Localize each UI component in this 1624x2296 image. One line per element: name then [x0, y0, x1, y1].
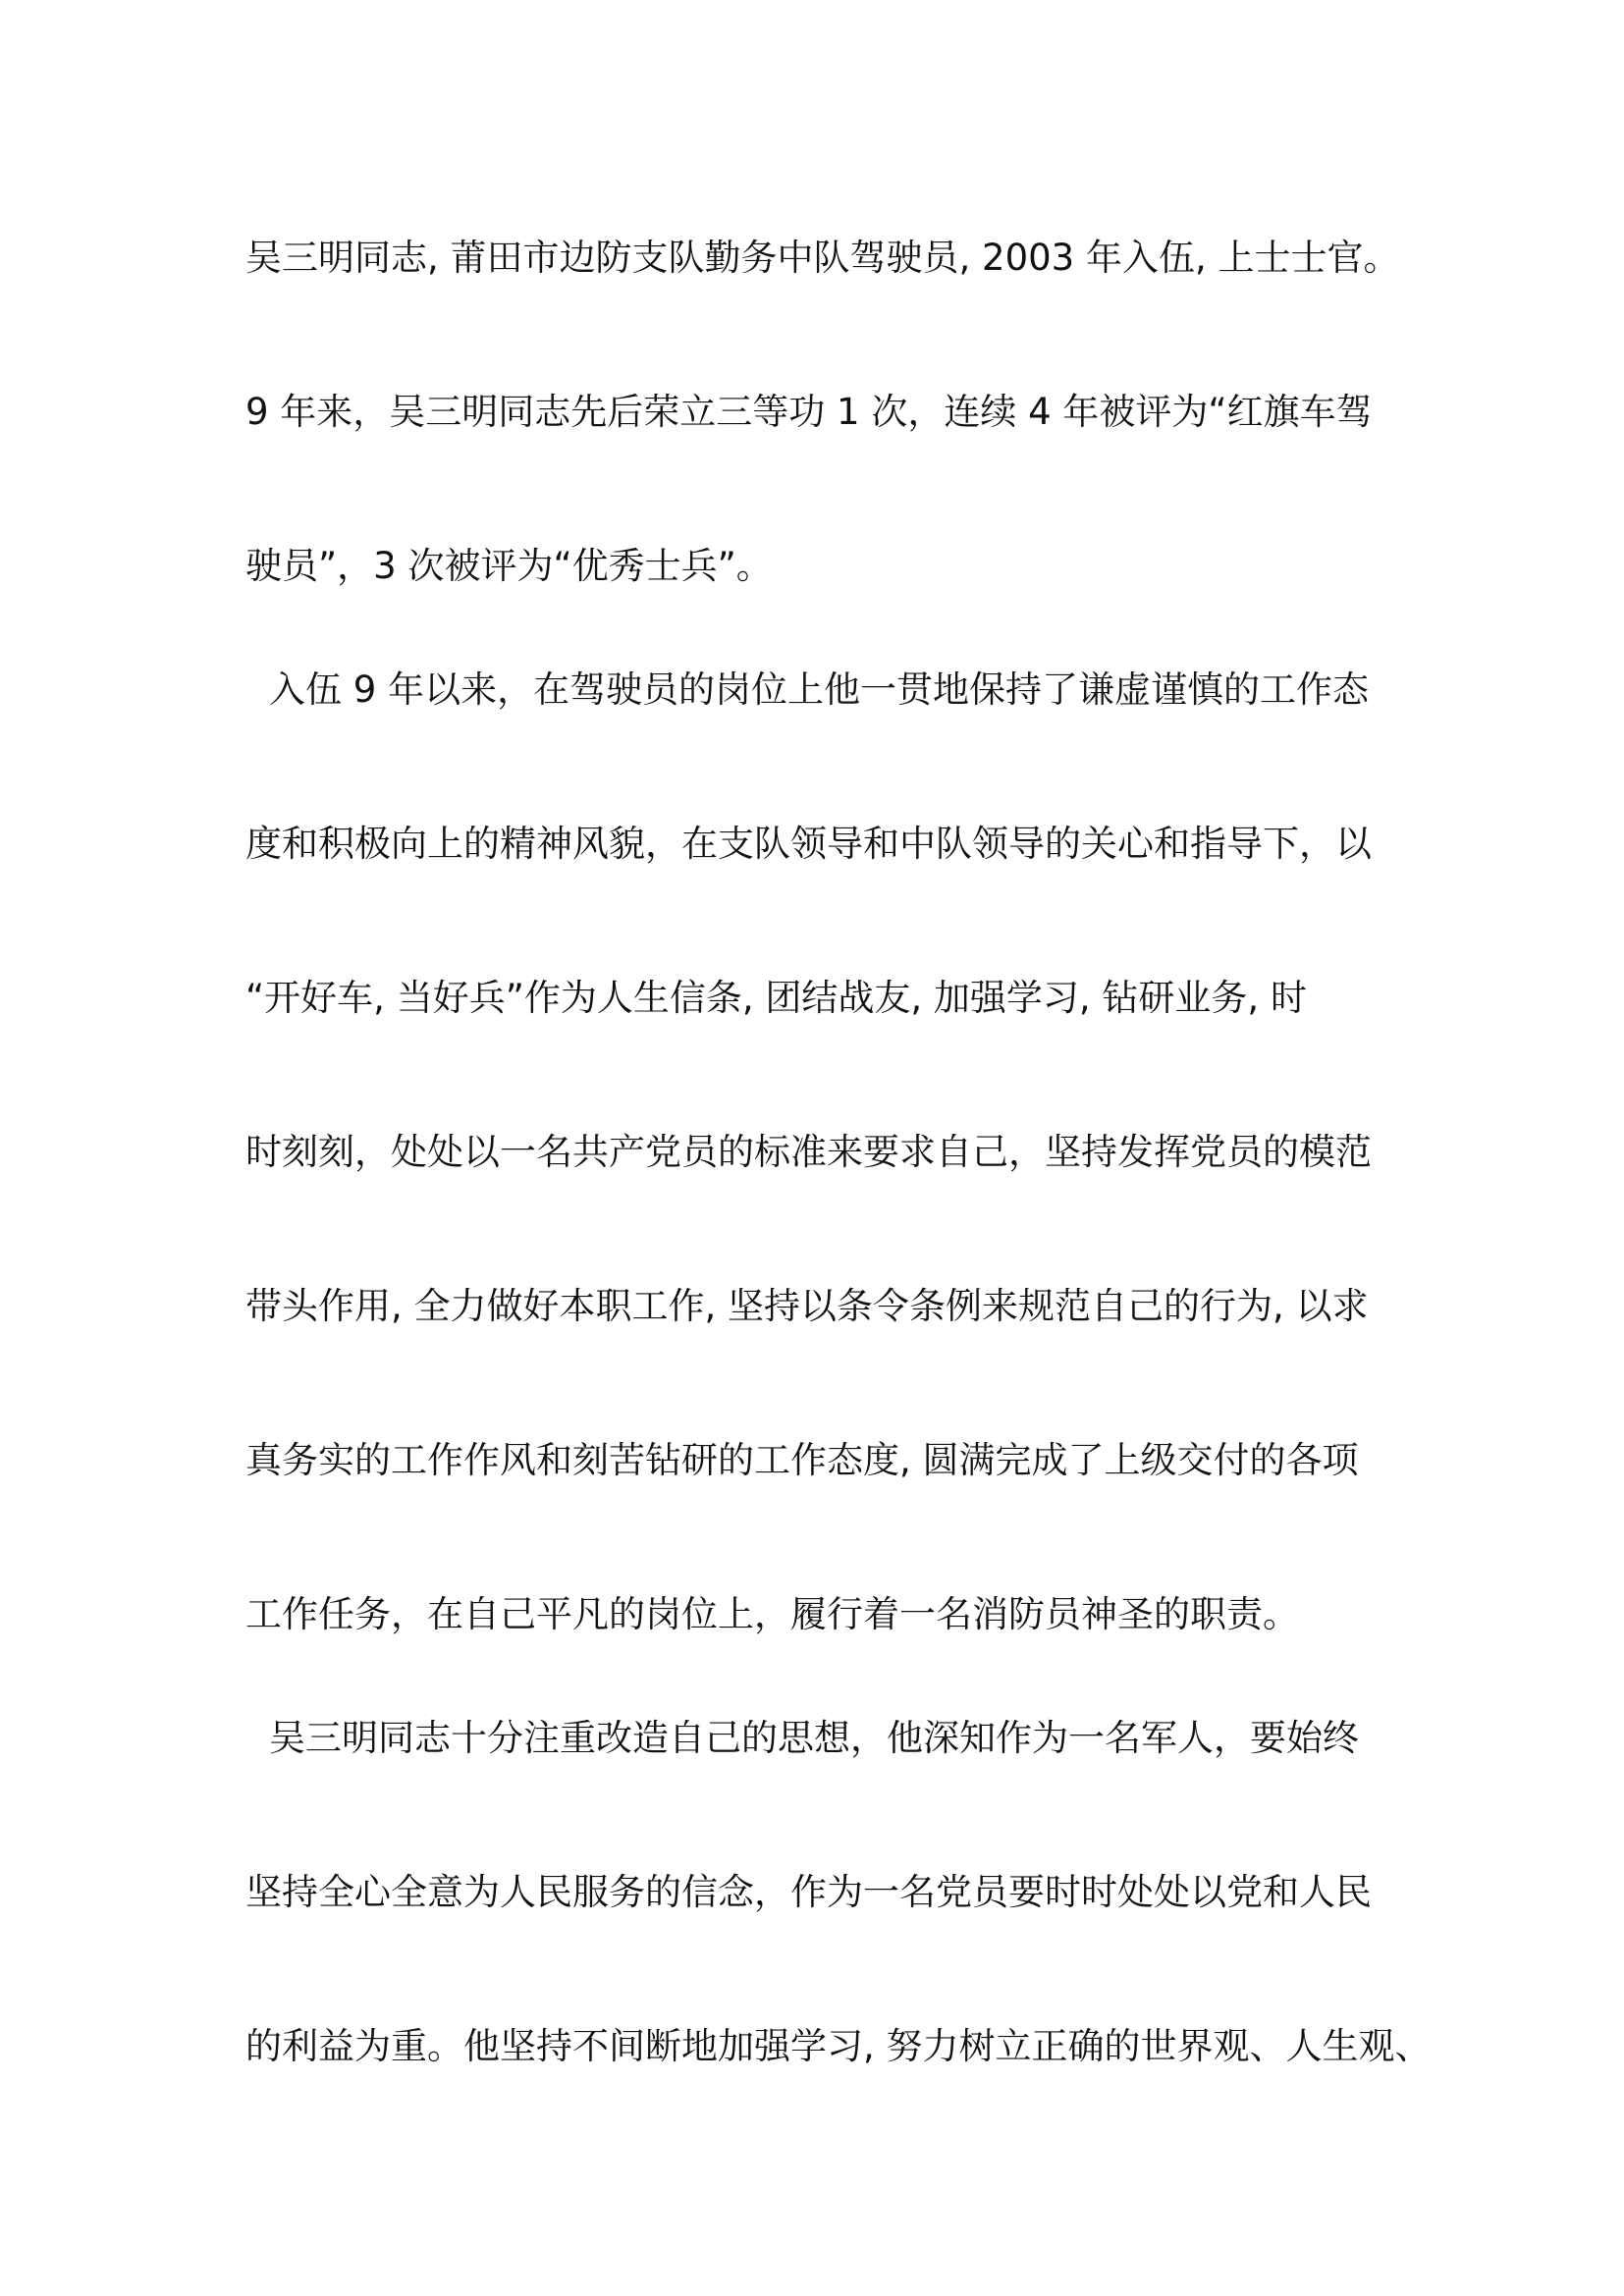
- text-line: 真务实的工作作风和刻苦钻研的工作态度, 圆满完成了上级交付的各项: [245, 1439, 1359, 1481]
- text-line: 吴三明同志, 莆田市边防支队勤务中队驾驶员, 2003 年入伍, 上士士官。: [245, 237, 1400, 279]
- text-line: 9 年来，吴三明同志先后荣立三等功 1 次，连续 4 年被评为“红旗车驾: [245, 391, 1373, 433]
- text-line: 工作任务，在自己平凡的岗位上，履行着一名消防员神圣的职责。: [245, 1593, 1299, 1635]
- text-line: 入伍 9 年以来，在驾驶员的岗位上他一贯地保持了谦虚谨慎的工作态: [269, 668, 1370, 711]
- text-line: 驶员”，3 次被评为“优秀士兵”。: [245, 545, 773, 587]
- text-line: 吴三明同志十分注重改造自己的思想，他深知作为一名军人，要始终: [269, 1717, 1359, 1759]
- text-line: 度和积极向上的精神风貌，在支队领导和中队领导的关心和指导下，以: [245, 823, 1372, 865]
- text-line: 带头作用, 全力做好本职工作, 坚持以条令条例来规范自己的行为, 以求: [245, 1285, 1369, 1327]
- text-line: “开好车, 当好兵”作为人生信条, 团结战友, 加强学习, 钻研业务, 时: [245, 977, 1307, 1019]
- text-line: 坚持全心全意为人民服务的信念，作为一名党员要时时处处以党和人民: [245, 1871, 1372, 1913]
- text-line: 的利益为重。他坚持不间断地加强学习, 努力树立正确的世界观、人生观、: [245, 2025, 1432, 2067]
- text-line: 时刻刻，处处以一名共产党员的标准来要求自己，坚持发挥党员的模范: [245, 1131, 1372, 1173]
